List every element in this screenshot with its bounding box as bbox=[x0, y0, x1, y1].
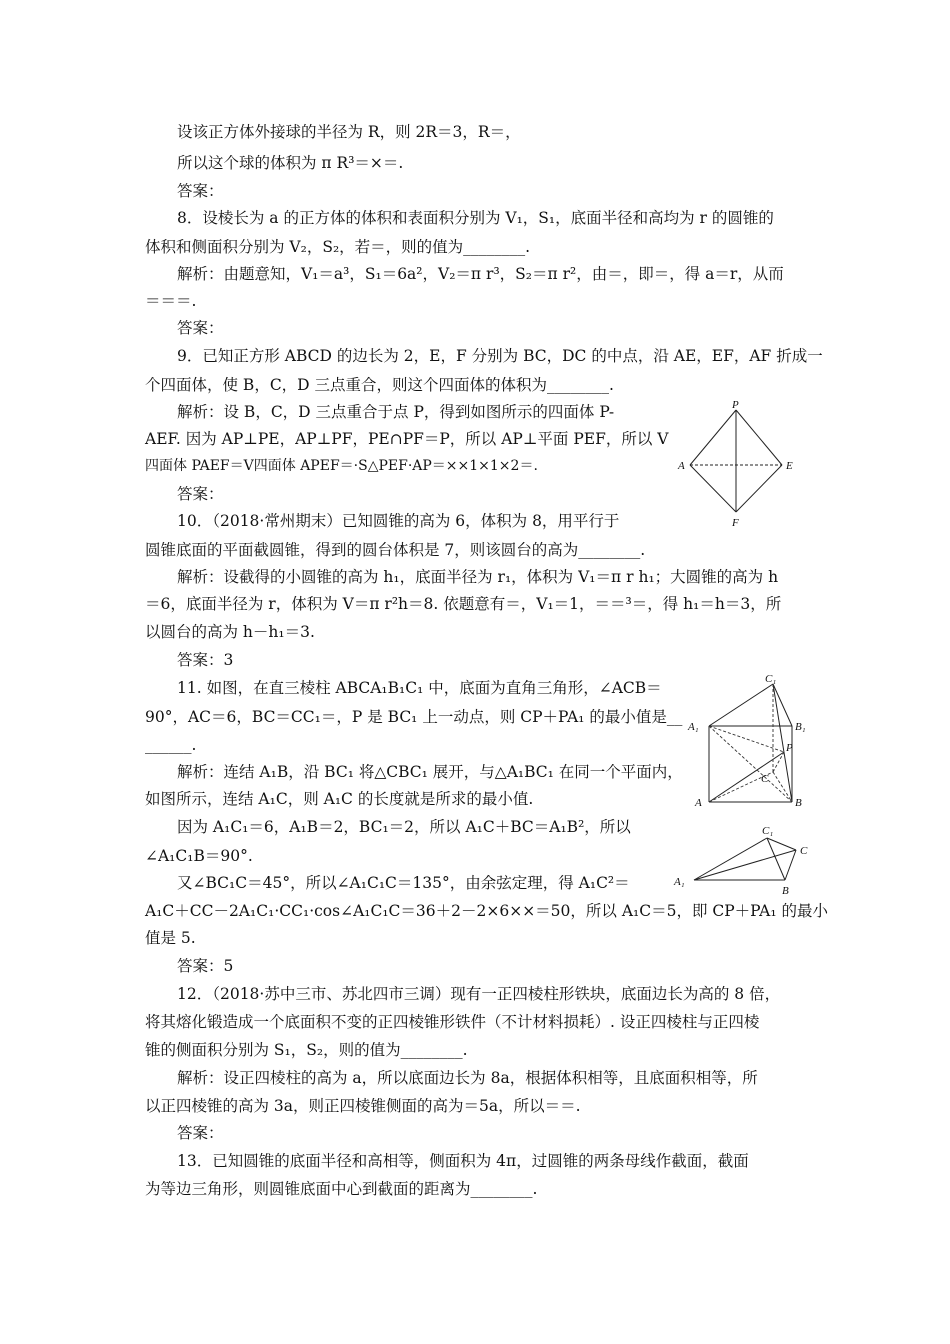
text-line: 因为 A₁C₁＝6，A₁B＝2，BC₁＝2，所以 A₁C＋BC＝A₁B²，所以 bbox=[177, 818, 631, 836]
text-line: 11. 如图，在直三棱柱 ABCA₁B₁C₁ 中，底面为直角三角形，∠ACB＝ bbox=[177, 679, 662, 697]
label-b1: B₁ bbox=[795, 721, 806, 733]
text-line: 9．已知正方形 ABCD 的边长为 2，E，F 分别为 BC，DC 的中点，沿 AE，EF，AF 折成一 bbox=[177, 347, 823, 365]
label-c: C bbox=[761, 773, 769, 785]
text-line: 如图所示，连结 A₁C，则 A₁C 的长度就是所求的最小值. bbox=[145, 790, 534, 808]
text-line: 8．设棱长为 a 的正方体的体积和表面积分别为 V₁，S₁，底面半径和高均为 r 的圆锥的 bbox=[177, 209, 774, 227]
label-a1: A₁ bbox=[688, 721, 699, 733]
label-b: B bbox=[782, 885, 789, 897]
text-line: ∠A₁C₁B＝90°. bbox=[145, 847, 253, 865]
text-line: 又∠BC₁C＝45°，所以∠A₁C₁C＝135°，由余弦定理，得 A₁C²＝ bbox=[177, 874, 630, 892]
text-line: 体积和侧面积分别为 V₂，S₂，若＝，则的值为________. bbox=[145, 238, 531, 256]
label-a: A bbox=[695, 797, 702, 809]
text-line: 解析：设 B，C，D 三点重合于点 P，得到如图所示的四面体 P- bbox=[177, 403, 615, 421]
text-line: A₁C＋CC－2A₁C₁·CC₁·cos∠A₁C₁C＝36＋2－2×6××＝50，所以 A₁C＝5，即 CP＋PA₁ 的最小 bbox=[145, 902, 829, 920]
text-line: 90°，AC＝6，BC＝CC₁＝，P 是 BC₁ 上一动点，则 CP＋PA₁ 的最小值是__ bbox=[145, 708, 683, 726]
text-line: ______. bbox=[145, 736, 197, 754]
label-p: P bbox=[786, 742, 793, 754]
text-line: ＝6，底面半径为 r，体积为 V＝π r²h＝8. 依题意有＝，V₁＝1，＝＝³＝，得 h₁＝h＝3，所 bbox=[145, 595, 782, 613]
text-line: 圆锥底面的平面截圆锥，得到的圆台体积是 7，则该圆台的高为________. bbox=[145, 541, 646, 559]
text-line: 个四面体，使 B，C，D 三点重合，则这个四面体的体积为________. bbox=[145, 376, 614, 394]
label-a: A bbox=[678, 460, 685, 472]
edge-ef bbox=[736, 465, 782, 512]
tetrahedron-figure bbox=[672, 398, 802, 533]
text-line: 以圆台的高为 h－h₁＝3. bbox=[145, 623, 315, 641]
text-line: 所以这个球的体积为 π R³＝×＝. bbox=[177, 154, 404, 172]
label-a1: A₁ bbox=[674, 876, 685, 888]
text-line: 13．已知圆锥的底面半径和高相等，侧面积为 4π，过圆锥的两条母线作截面，截面 bbox=[177, 1152, 749, 1170]
label-e: E bbox=[786, 460, 793, 472]
text-line: 为等边三角形，则圆锥底面中心到截面的距离为________. bbox=[145, 1180, 538, 1198]
edge-af bbox=[690, 465, 736, 512]
unfolded-figure bbox=[672, 820, 817, 900]
label-c1: C₁ bbox=[762, 825, 774, 837]
text-line: 解析：连结 A₁B，沿 BC₁ 将△CBC₁ 展开，与△A₁BC₁ 在同一个平面内， bbox=[177, 763, 683, 781]
label-c: C bbox=[800, 845, 808, 857]
label-f: F bbox=[732, 517, 739, 529]
text-line: 10．（2018·常州期末）已知圆锥的高为 6，体积为 8，用平行于 bbox=[177, 512, 620, 530]
label-b: B bbox=[795, 797, 802, 809]
text-line: AEF. 因为 AP⊥PE，AP⊥PF，PE∩PF＝P，所以 AP⊥平面 PEF，所以 V bbox=[145, 430, 669, 448]
text-line: 答案：3 bbox=[177, 651, 234, 669]
prism-figure bbox=[685, 672, 815, 814]
text-line: ＝＝＝. bbox=[145, 292, 197, 310]
text-line: 值是 5. bbox=[145, 929, 196, 947]
text-line: 设该正方体外接球的半径为 R，则 2R＝3，R＝， bbox=[177, 123, 521, 141]
text-line: 答案：5 bbox=[177, 957, 234, 975]
edge-pa bbox=[690, 410, 736, 465]
text-line: 答案： bbox=[177, 1124, 224, 1142]
text-line: 锥的侧面积分别为 S₁，S₂，则的值为________. bbox=[145, 1041, 468, 1059]
text-line: 以正四棱锥的高为 3a，则正四棱锥侧面的高为＝5a，所以＝＝. bbox=[145, 1097, 581, 1115]
text-line: 解析：由题意知，V₁＝a³，S₁＝6a²，V₂＝π r³，S₂＝π r²，由＝，即＝，得 a＝r，从而 bbox=[177, 265, 784, 283]
text-line: 答案： bbox=[177, 182, 224, 200]
text-line: 12．（2018·苏中三市、苏北四市三调）现有一正四棱柱形铁块，底面边长为高的 8 倍， bbox=[177, 985, 781, 1003]
label-p: P bbox=[732, 399, 739, 411]
text-line: 四面体 PAEF＝V四面体 APEF＝·S△PEF·AP＝××1×1×2＝. bbox=[145, 458, 538, 474]
text-line: 答案： bbox=[177, 319, 224, 337]
text-line: 答案： bbox=[177, 485, 224, 503]
text-line: 将其熔化锻造成一个底面积不变的正四棱锥形铁件（不计材料损耗）. 设正四棱柱与正四棱 bbox=[145, 1013, 760, 1031]
text-line: 解析：设截得的小圆锥的高为 h₁，底面半径为 r₁，体积为 V₁＝π r h₁；大圆锥的高为 h bbox=[177, 568, 779, 586]
edge-pe bbox=[736, 410, 782, 465]
label-c1: C₁ bbox=[765, 673, 777, 685]
text-line: 解析：设正四棱柱的高为 a，所以底面边长为 8a，根据体积相等，且底面积相等，所 bbox=[177, 1069, 758, 1087]
